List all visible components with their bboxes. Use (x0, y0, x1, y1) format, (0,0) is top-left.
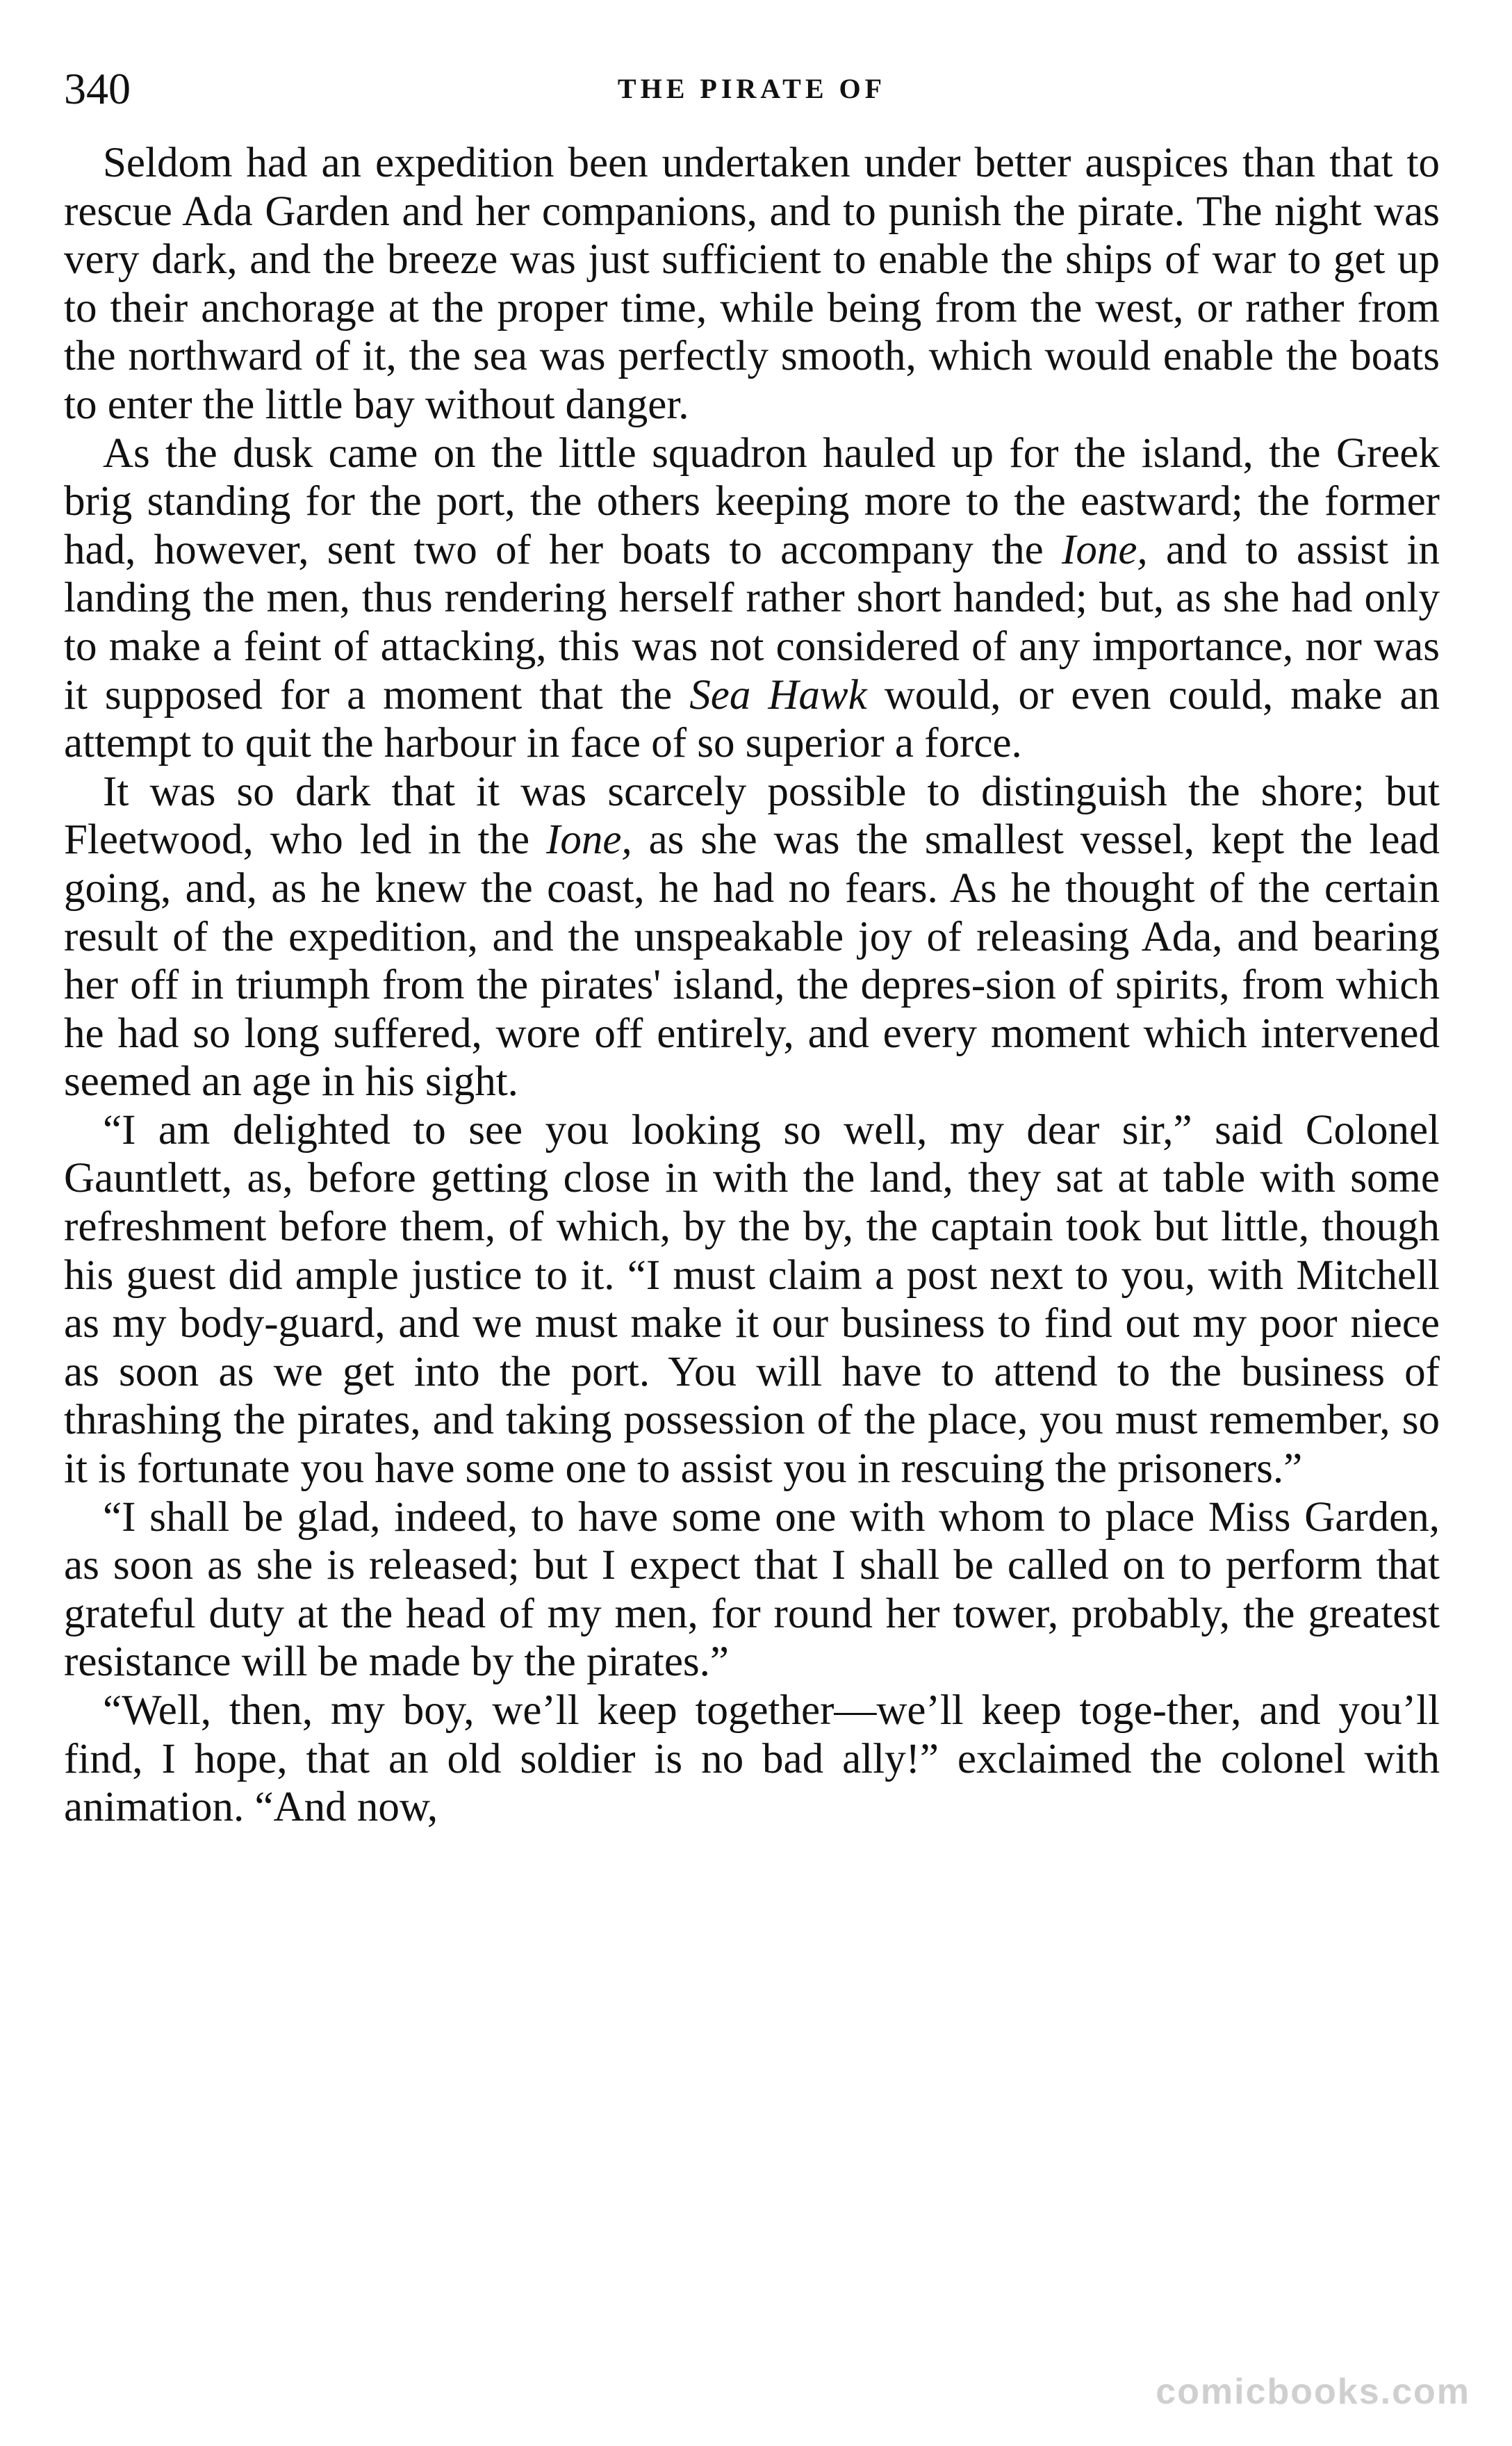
text-segment: “I shall be glad, indeed, to have some one with whom to place Miss Garden, as soon as she is released; but I expect that I shall be called on to perform that grateful duty at the head of my men, for round her tower, probably, the greatest resistance will be made by the pirates.” (64, 1493, 1440, 1686)
italic-text: Sea Hawk (689, 671, 867, 719)
running-title: THE PIRATE OF (617, 73, 887, 104)
body-text (64, 139, 1440, 1832)
text-segment: It was so dark that it was scarcely possible to distinguish the shore; but Fleetwood, who led in the (64, 768, 1440, 864)
text-segment: “Well, then, my boy, we’ll keep together—we’ll keep toge-ther, and you’ll find, I hope, that an old soldier is no bad ally!” exclaimed the colonel with animation. “And now, (64, 1687, 1440, 1831)
text-segment: would, or even could, make an attempt to quit the harbour in face of so superior a force. (64, 671, 1440, 767)
paragraph (64, 139, 1440, 429)
paragraph (64, 768, 1440, 1106)
paragraph (64, 1493, 1440, 1686)
italic-text: Ione, (1062, 526, 1148, 573)
text-segment: and to assist in landing the men, thus rendering herself rather short handed; but, as she had only to make a feint of attacking, this was not considered of any importance, nor was it supposed for a moment that the (64, 526, 1440, 719)
text-segment: As the dusk came on the little squadron hauled up for the island, the Greek brig standing for the port, the others keeping more to the eastward; the former had, however, sent two of her boats to accompany the (64, 429, 1440, 573)
page-header (64, 61, 1440, 117)
paragraph (64, 1106, 1440, 1493)
paragraph (64, 1686, 1440, 1832)
text-segment: Seldom had an expedition been undertaken under better auspices than that to rescue Ada Garden and her companions, and to punish the pirate. The night was very dark, and the breeze was just sufficient to enable the ships of war to get up to their anchorage at the proper time, while being from the west, or rather from the northward of it, the sea was perfectly smooth, which would enable the boats to enter the little bay without danger. (64, 140, 1440, 428)
text-segment: as she was the smallest vessel, kept the lead going, and, as he knew the coast, he had no fears. As he thought of the certain result of the expedition, and the unspeakable joy of releasing Ada, and bearing her off in triumph from the pirates' island, the depres-sion of spirits, from which he had so long suffered, wore off entirely, and every moment which intervened seemed an age in his sight. (64, 816, 1440, 1106)
watermark: comicbooks.com (1156, 2372, 1470, 2412)
italic-text: Ione, (546, 816, 632, 864)
text-segment: “I am delighted to see you looking so well, my dear sir,” said Colonel Gauntlett, as, before getting close in with the land, they sat at table with some refreshment before them, of which, by the by, the captain took but little, though his guest did ample justice to it. “I must claim a post next to you, with Mitchell as my body-guard, and we must make it our business to find out my poor niece as soon as we get into the port. You will have to attend to the business of thrashing the pirates, and taking possession of the place, you must remember, so it is fortunate you have some one to assist you in rescuing the prisoners.” (64, 1106, 1440, 1493)
paragraph (64, 429, 1440, 768)
page-number: 340 (64, 64, 131, 113)
